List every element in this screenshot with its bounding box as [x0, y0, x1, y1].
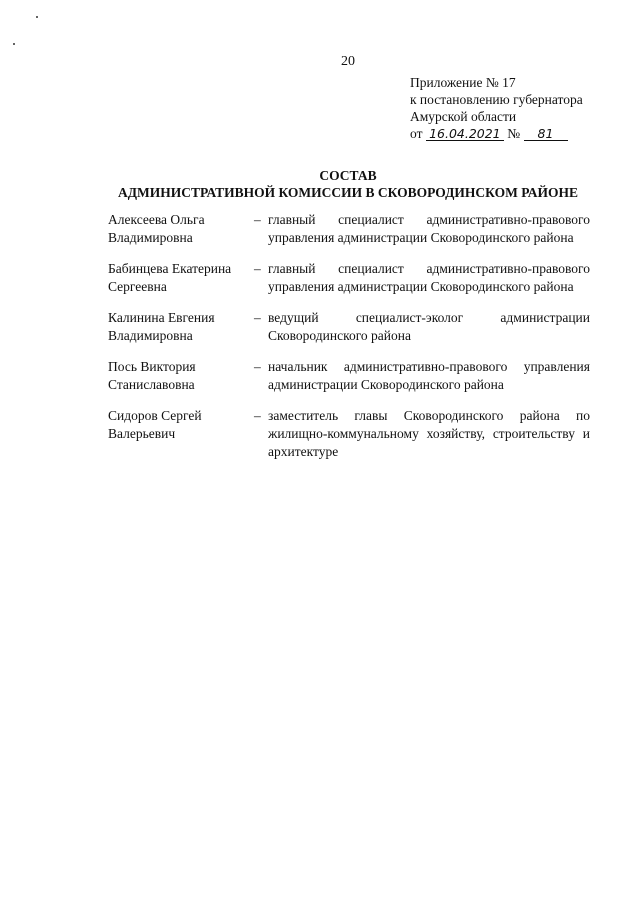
- members-list: [108, 211, 590, 467]
- page-number: 20: [341, 54, 355, 69]
- member-role: начальник административно-правового управления администрации Сковородинского района: [268, 359, 590, 392]
- member-row: [108, 358, 590, 407]
- appendix-date-line: [410, 125, 583, 142]
- member-patronymic: Владимировна: [108, 328, 193, 343]
- member-surname-first: Сидоров Сергей: [108, 408, 202, 423]
- member-row: [108, 211, 590, 260]
- member-dash: –: [254, 408, 261, 423]
- member-patronymic: Сергеевна: [108, 279, 167, 294]
- member-role: главный специалист административно-правового управления администрации Сковородинского района: [268, 212, 590, 245]
- member-name: [108, 358, 254, 394]
- member-surname-first: Бабинцева Екатерина: [108, 261, 232, 276]
- member-surname-first: Пось Виктория: [108, 359, 196, 374]
- member-dash: –: [254, 310, 261, 325]
- member-patronymic: Станиславовна: [108, 377, 195, 392]
- member-surname-first: Калинина Евгения: [108, 310, 215, 325]
- member-dash: –: [254, 212, 261, 227]
- member-patronymic: Владимировна: [108, 230, 193, 245]
- member-row: [108, 309, 590, 358]
- member-name: [108, 407, 254, 443]
- member-dash: –: [254, 261, 261, 276]
- date-prefix: от: [410, 126, 423, 141]
- appendix-region: Амурской области: [410, 109, 517, 124]
- member-row: [108, 260, 590, 309]
- member-role: главный специалист административно-правового управления администрации Сковородинского района: [268, 261, 590, 294]
- title-line-2: АДМИНИСТРАТИВНОЙ КОМИССИИ В СКОВОРОДИНСКОМ РАЙОНЕ: [117, 185, 579, 200]
- member-role: заместитель главы Сковородинского района по жилищно-коммунальному хозяйству, строительству и архитектуре: [268, 408, 590, 459]
- document-title: [0, 167, 640, 201]
- appendix-title: Приложение № 17: [410, 75, 516, 90]
- scan-speck: [36, 16, 38, 18]
- handwritten-number: 81: [524, 127, 568, 141]
- member-dash: –: [254, 359, 261, 374]
- title-line-1: СОСТАВ: [319, 168, 377, 183]
- member-patronymic: Валерьевич: [108, 426, 176, 441]
- member-surname-first: Алексеева Ольга: [108, 212, 205, 227]
- member-role: ведущий специалист-эколог администрации Сковородинского района: [268, 310, 590, 343]
- member-name: [108, 211, 254, 247]
- appendix-block: [410, 74, 583, 142]
- member-name: [108, 260, 254, 296]
- member-row: [108, 407, 590, 467]
- member-name: [108, 309, 254, 345]
- scan-speck: [13, 43, 15, 45]
- number-sign: №: [507, 126, 521, 141]
- appendix-resolution: к постановлению губернатора: [410, 92, 583, 107]
- handwritten-date: 16.04.2021: [426, 127, 504, 141]
